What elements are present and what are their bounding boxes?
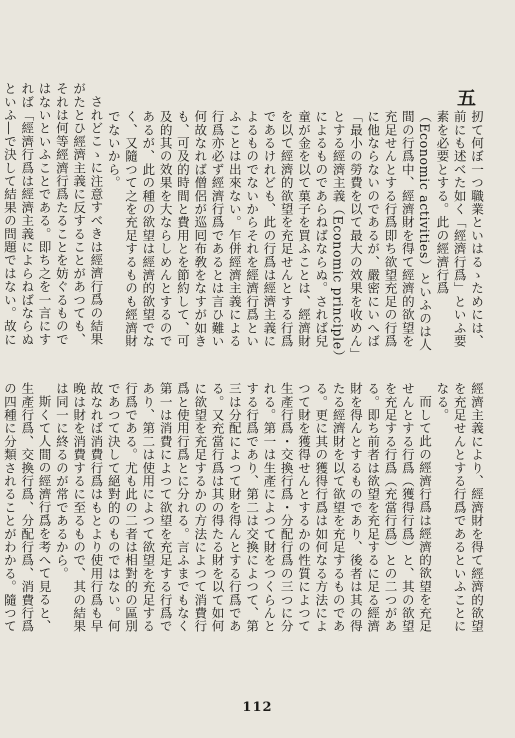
paragraph: 經濟主義により、經濟財を得て經濟的欲望を充足せんとする行爲であるといふことになる。 (434, 382, 484, 633)
paragraph: 而して此の經濟行爲は經濟的欲望を充足せんとする行爲（獲得行爲）と、其の欲望を充足する行爲（充當行爲）との二つがある。即ち前者は欲望を充足するに足る經濟財を得んとするものであり、後者は其の得たる經濟財を以て欲望を充足するものである。更に其の獲得行爲は如何なる方法によつて財を獲得せんとするかの性質によつて生產行爲・交換行爲・分配行爲の三つに分れる。第一は生產によつて財をつくらんとする行爲であり、第二は交換によつて、第三は分配によつて財を得んとする行爲である。又充當行爲は其の得たる財を以て如何に欲望を充足するかの方法によつて消費行爲と使用行爲とに分れる。言ふまでもなく第一は消費によつて欲望を充足する行爲であり、第二は使用によつて欲望を充足する行爲である。尤も此の二者は相對的の區別であつて決して絕對的のものではない。何故なれば消費行爲はもとより使用行爲も早晚は財を消費するに至るもので、其の結果は同一に終るのが常であるから。 (53, 382, 433, 633)
upper-text-column (1, 82, 485, 358)
lower-text-column (1, 382, 485, 644)
paragraph: 扨て何ぼ一つ職業といはるゝためには、前にも述べた如く「經濟行爲」といふ要素を必要とする。此の經濟行爲（Economic activities）といふのは人間の行爲中、經濟財を得て經濟的欲望を充足せんとする行爲即ち欲望充足の行爲に他ならないのであるが、嚴密にいへば「最小の勞費を以て最大の效果を收めん」とする經濟主義（Economic principle）によるものであらねばならぬ。されば兒童が金を以て菓子を買ふことは、經濟財を以て經濟的欲望を充足せんとする行爲であるけれども、此の行爲は經濟主義によるものでないからそれを經濟行爲といふことは出來ない。乍併經濟主義による行爲亦必ず經濟行爲であるとは言ひ難い何故なれば僧侶が巡囘布敎をなすが如きも、可及的時間と費用とを節約して、可及的其の效果を大ならしめんとするのであるが、此の種の欲望は經濟的欲望でなく、又隨つて之を充足するものも經濟財でないから。 (105, 109, 484, 357)
page-number: 112 (242, 700, 273, 715)
section-heading: 五 (454, 88, 476, 111)
paragraph: 斯くて人間の經濟行爲を考へて見ると、生產行爲、交換行爲、分配行爲、消費行爲の四種に分類されることがわかる。隨つて (1, 382, 52, 633)
paragraph: されどこゝに注意すべきは經濟行爲の結果がたとひ經濟主義に反することがあつても、それは何等經濟行爲たることを妨ぐるものではないといふことである。即ち之を一言にすれば「經濟行爲は經濟主義によらねばならぬといふ―で決して結果の問題ではない。故に (1, 82, 104, 346)
